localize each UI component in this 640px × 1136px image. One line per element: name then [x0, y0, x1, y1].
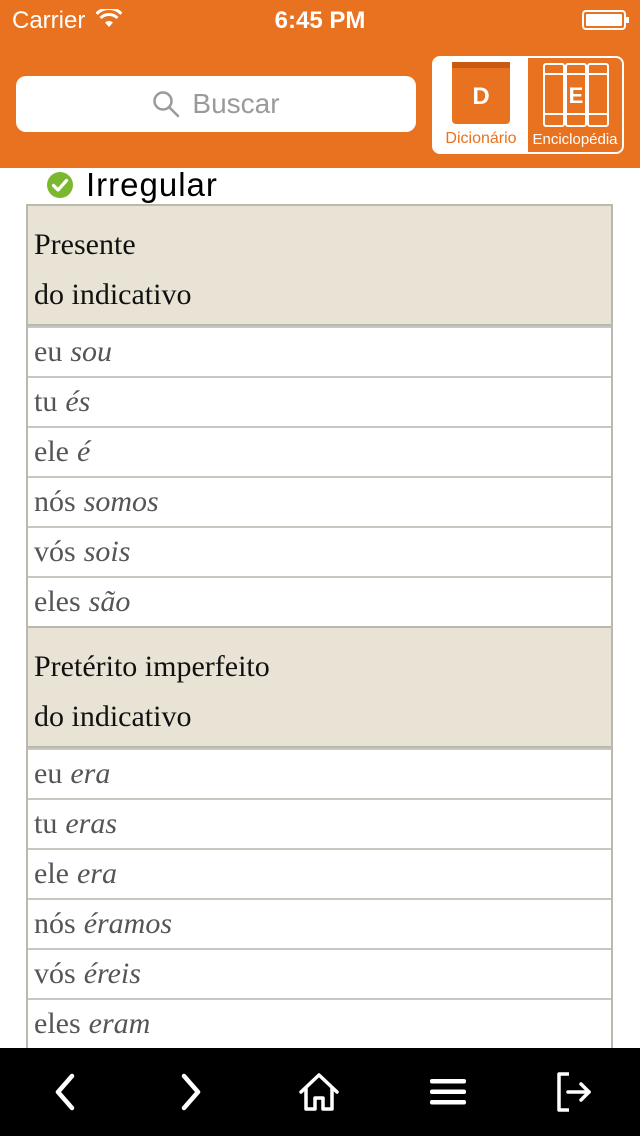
- bottom-toolbar: [0, 1048, 640, 1136]
- table-row: [28, 848, 611, 898]
- verb-form: és: [65, 385, 91, 418]
- pronoun: eles: [34, 1007, 81, 1040]
- forward-button[interactable]: [146, 1048, 236, 1136]
- search-placeholder: Buscar: [192, 88, 280, 119]
- pronoun: ele: [34, 857, 69, 890]
- pronoun: nós: [34, 907, 76, 940]
- table-row: [28, 326, 611, 376]
- home-icon: [297, 1070, 341, 1114]
- pronoun: eu: [34, 757, 63, 790]
- home-button[interactable]: [274, 1048, 364, 1136]
- pronoun: eles: [34, 585, 81, 618]
- verb-form: são: [88, 585, 131, 618]
- tense-name: Presente: [34, 228, 136, 261]
- table-row: [28, 998, 611, 1048]
- verb-form: éramos: [83, 907, 173, 940]
- encyclopedia-letter: E: [568, 83, 584, 108]
- table-row: [28, 476, 611, 526]
- table-row: [28, 748, 611, 798]
- pronoun: tu: [34, 807, 58, 840]
- encyclopedia-mode-button[interactable]: [528, 58, 622, 152]
- app-header: [0, 0, 640, 168]
- verb-form: eram: [88, 1007, 151, 1040]
- verb-form: éreis: [83, 957, 141, 990]
- exit-button[interactable]: [530, 1048, 620, 1136]
- back-icon: [50, 1072, 80, 1112]
- table-row: [28, 576, 611, 626]
- pronoun: eu: [34, 335, 63, 368]
- irregular-label: Irregular: [86, 168, 218, 203]
- table-row: [28, 426, 611, 476]
- search-input[interactable]: [16, 76, 416, 132]
- mode-switch: [432, 56, 624, 154]
- irregular-badge: [46, 168, 218, 202]
- mood-name: do indicativo: [34, 278, 192, 311]
- table-row: [28, 526, 611, 576]
- verb-form: era: [76, 857, 117, 890]
- pronoun: vós: [34, 535, 76, 568]
- exit-icon: [555, 1070, 595, 1114]
- search-icon: [152, 90, 180, 118]
- table-row: [28, 376, 611, 426]
- pronoun: vós: [34, 957, 76, 990]
- dictionary-book-icon: [434, 58, 528, 128]
- verb-form: sois: [83, 535, 131, 568]
- table-header: [28, 628, 611, 748]
- conjugation-content[interactable]: [0, 168, 640, 1048]
- status-time: 6:45 PM: [274, 7, 366, 34]
- conjugation-table-presente: [26, 204, 613, 628]
- mood-name: do indicativo: [34, 700, 192, 733]
- pronoun: nós: [34, 485, 76, 518]
- status-bar: [0, 0, 640, 40]
- verb-form: sou: [70, 335, 113, 368]
- check-icon: [46, 171, 74, 199]
- back-button[interactable]: [20, 1048, 110, 1136]
- table-row: [28, 798, 611, 848]
- pronoun: tu: [34, 385, 58, 418]
- verb-form: era: [70, 757, 111, 790]
- table-header: [28, 206, 611, 326]
- dictionary-label: Dicionário: [445, 130, 517, 147]
- menu-icon: [430, 1077, 466, 1107]
- conjugation-table-preterito-imperfeito: [26, 626, 613, 1048]
- verb-form: somos: [83, 485, 159, 518]
- dictionary-mode-button[interactable]: [434, 58, 528, 152]
- encyclopedia-label: Enciclopédia: [532, 131, 618, 148]
- carrier-label: Carrier: [12, 7, 86, 34]
- tense-name: Pretérito imperfeito: [34, 650, 270, 683]
- verb-form: eras: [65, 807, 118, 840]
- table-row: [28, 898, 611, 948]
- verb-form: é: [76, 435, 91, 468]
- menu-button[interactable]: [403, 1048, 493, 1136]
- pronoun: ele: [34, 435, 69, 468]
- dictionary-letter: D: [472, 83, 490, 110]
- encyclopedia-books-icon: [528, 58, 622, 130]
- forward-icon: [176, 1072, 206, 1112]
- battery-icon: [582, 10, 630, 30]
- table-row: [28, 948, 611, 998]
